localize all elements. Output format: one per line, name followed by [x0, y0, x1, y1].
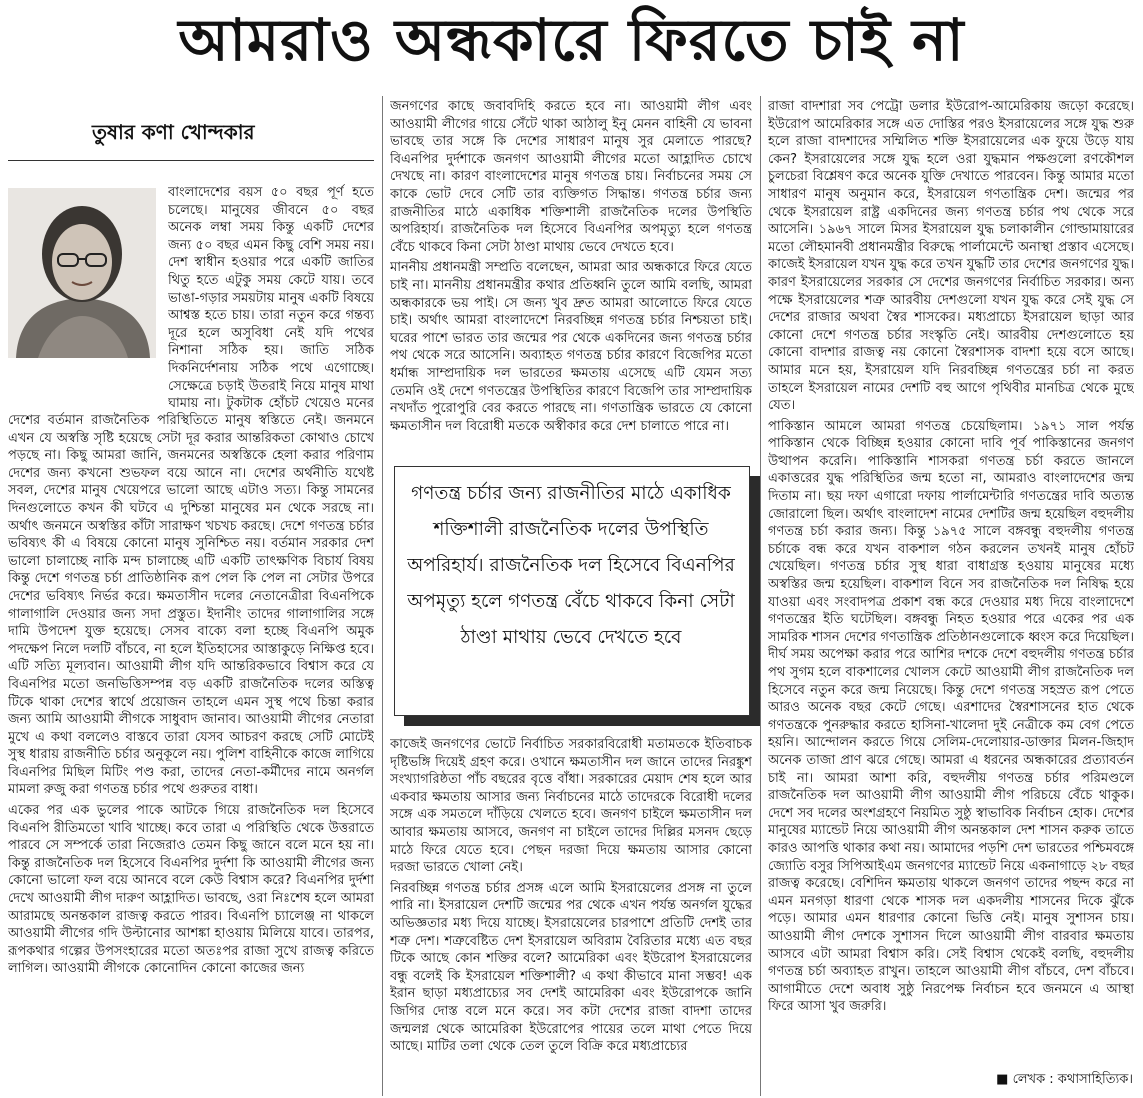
column-divider: [760, 96, 761, 1096]
headline: আমরাও অন্ধকারে ফিরতে চাই না: [178, 6, 965, 74]
article-column-2-top: [390, 98, 752, 460]
intro-paragraph: বাংলাদেশের বয়স ৫০ বছর পূর্ণ হতে চলেছে। মানুষের জীবনে ৫০ বছর অনেক লম্বা সময় কিন্তু একটি দেশের জন্য ৫০ বছর এমন কিছু বেশি সময় নয়। দেশ স্বাধীন হওয়ার পরে একটি জাতির থিতু হতে এটুকু সময় কেটে যায়। তবে ভাঙা-গড়ার সময়টায় মানুষ একটি বিষয়ে আশ্বস্ত হতে চায়। তারা নতুন করে গন্তব্য দূরে হলে অসুবিধা নেই যদি পথের নিশানা সঠিক হয়। জাতি সঠিক দিকনির্দেশনায় সঠিক পথে এগোচ্ছে। সেক্ষেত্রে চড়াই উতরাই নিয়ে মানুষ মাথা ঘামায় না। টুকটাক হোঁচট খেয়েও মনের: [168, 185, 374, 412]
article-column-1-intro: [168, 184, 374, 412]
pull-quote: গণতন্ত্র চর্চার জন্য রাজনীতির মাঠে একাধিক শক্তিশালী রাজনৈতিক দলের উপস্থিতি অপরিহার্য। রাজনৈতিক দল হিসেবে বিএনপির অপমৃত্যু হলে গণতন্ত্র বেঁচে থাকবে কিনা সেটা ঠাণ্ডা মাথায় ভেবে দেখতে হবে: [407, 483, 735, 648]
article-paragraph: দেশের বর্তমান রাজনৈতিক পরিস্থিতিতে মানুষ স্বস্তিতে নেই। জনমনে এখন যে অস্বস্তি সৃষ্টি হয়েছে সেটা দূর করার আন্তরিকতা কোথাও চোখে পড়ছে না। কিছু আমরা জানি, জনমনের অস্বস্তিকে হেলা করার পরিণাম দেশের জন্য কখনো শুভফল বয়ে আনে না। দেশের অর্থনীতি যথেষ্ট সবল, দেশের মানুষ খেয়েপরে ভালো আছে এটাও সত্য। কিন্তু সামনের দিনগুলোতে কখন কী ঘটবে এ দুশ্চিন্তা মানুষের মন থেকে সরছে না। অর্থাৎ জনমনে অস্বস্তির কাঁটা সারাক্ষণ খচখচ করছে। দেশে গণতন্ত্র চর্চার ভবিষ্যৎ কী এ বিষয়ে কোনো মানুষ সুনিশ্চিত নয়। বর্তমান সরকার দেশ ভালো চালাচ্ছে নাকি মন্দ চালাচ্ছে এটি একটি তাৎক্ষণিক বিচার্য বিষয় কিন্তু দেশে গণতন্ত্র চর্চা প্রাতিষ্ঠানিক রূপ পেল কি পেল না সেটার উপরে দেশের ভবিষ্যৎ নির্ভর করে। ক্ষমতাসীন দলের নেতানেত্রীরা বিএনপিকে গালাগালি দেওয়ার জন্য সদা প্রস্তুত। ইদানীং তাদের গালাগালির সঙ্গে দামি উপদেশ যুক্ত হয়েছে। সেসব বাক্যে বলা হচ্ছে বিএনপি অমুক পদক্ষেপ নিলে দলটি বাঁচবে, না হলে ইতিহাসের আস্তাকুড়ে নিক্ষিপ্ত হবে। এটি সত্যি মূল্যবান। আওয়ামী লীগ যদি আন্তরিকভাবে বিশ্বাস করে যে বিএনপির মতো জনভিত্তিসম্পন্ন বড় একটি রাজনৈতিক দলের অস্তিত্ব টিকে থাকা দেশের স্বার্থে প্রয়োজন তাহলে এমন সুস্থ পথে চিন্তা করার জন্য আমি আওয়ামী লীগকে সাধুবাদ জানাব। আওয়ামী লীগের নেতারা মুখে এ কথা বললেও বাস্তবে তারা যেসব আচরণ করছে সেটি মোটেই সুস্থ ধারায় রাজনীতি চর্চার অনুকূলে নয়। পুলিশ বাহিনীকে কাজে লাগিয়ে বিএনপির মিছিল মিটিং পণ্ড করা, তাদের নেতা-কর্মীদের নামে অনর্গল মামলা রুজু করা গণতন্ত্র চর্চার পথে গুরুতর বাধা।: [8, 413, 374, 798]
byline: তুষার কণা খোন্দকার: [92, 120, 255, 144]
article-column-1-body: [8, 412, 374, 1088]
article-paragraph: একের পর এক ভুলের পাকে আটকে গিয়ে রাজনৈতিক দল হিসেবে বিএনপি রীতিমতো খাবি খাচ্ছে। কবে তারা এ পরিস্থিতি থেকে উত্তরাতে পারবে সে সম্পর্কে তারা নিজেরাও তেমন কিছু জানে বলে মনে হয় না। কিন্তু রাজনৈতিক দল হিসেবে বিএনপির দুর্দশা কি আওয়ামী লীগের জন্য কোনো ভালো ফল বয়ে আনবে বলে কেউ বিশ্বাস করে? বিএনপির দুর্দশা দেখে আওয়ামী লীগ দারুণ আহ্লাদিত। ভাবছে, ওরা নিঃশেষ হলে আমরা আরামছে অনন্তকাল রাজত্ব করতে পারব। বিএনপি চ্যালেঞ্জ না থাকলে আওয়ামী লীগের গদি উল্টানোর আশঙ্কা হাওয়ায় মিলিয়ে যাবে। তারপর, রূপকথার গল্পের উপসংহারের মতো অতঃপর রাজা সুখে রাজত্ব করিতে লাগিল। আওয়ামী লীগকে কোনোদিন কোনো কাজের জন্য: [8, 803, 374, 977]
article-paragraph: মাননীয় প্রধানমন্ত্রী সম্প্রতি বলেছেন, আমরা আর অন্ধকারে ফিরে যেতে চাই না। মাননীয় প্রধানমন্ত্রীর কথার প্রতিধ্বনি তুলে আমি বলছি, আমরা অন্ধকারকে ভয় পাই। সে জন্য খুব দ্রুত আমরা আলোতে ফিরে যেতে চাই। অর্থাৎ আমরা বাংলাদেশে নিরবচ্ছিন্ন গণতন্ত্র চর্চার নিশ্চয়তা চাই। ঘরের পাশে ভারত তার জন্মের পর থেকে একদিনের জন্য গণতন্ত্র চর্চার পথ থেকে সরে আসেনি। অব্যাহত গণতন্ত্র চর্চার কারণে বিজেপির মতো ধর্মান্ধ সাম্প্রদায়িক দল ভারতের ক্ষমতায় এসেছে এটি যেমন সত্য তেমনি ওই দেশে গণতন্ত্রের উপস্থিতির কারণে বিজেপি তার সাম্প্রদায়িক নখদাঁত পুরোপুরি বের করতে পারছে না। গণতান্ত্রিক ভারতে যে কোনো ক্ষমতাসীন দল বিরোধী মতকে অস্বীকার করে দেশ চালাতে পারে না।: [390, 260, 752, 434]
article-paragraph: জনগণের কাছে জবাবদিহি করতে হবে না। আওয়ামী লীগ এবং আওয়ামী লীগের গায়ে সেঁটে থাকা আঠালু ইনু মেনন বাহিনী যে ভাবনা ভাবছে তার সঙ্গে কি দেশের সাধারণ মানুষ সুর মেলাতে পারছে? বিএনপির দুর্দশাকে জনগণ আওয়ামী লীগের মতো আহ্লাদিত চোখে দেখছে না। কারণ বাংলাদেশের মানুষ গণতন্ত্র চায়। নির্বাচনের সময় সে কাকে ভোট দেবে সেটি তার ব্যক্তিগত সিদ্ধান্ত। গণতন্ত্র চর্চার জন্য রাজনীতির মাঠে একাধিক শক্তিশালী রাজনৈতিক দলের উপস্থিতি অপরিহার্য। রাজনৈতিক দল হিসেবে বিএনপির অপমৃত্যু হলে গণতন্ত্র বেঁচে থাকবে কিনা সেটা ঠাণ্ডা মাথায় ভেবে দেখতে হবে।: [390, 99, 752, 255]
article-column-3: [768, 98, 1134, 1066]
byline-divider: [8, 160, 374, 161]
article-paragraph: নিরবচ্ছিন্ন গণতন্ত্র চর্চার প্রসঙ্গ এলে আমি ইসরায়েলের প্রসঙ্গ না তুলে পারি না। ইসরায়েল দেশটি জন্মের পর থেকে এখন পর্যন্ত অনর্গল যুদ্ধের অভিজ্ঞতার মধ্য দিয়ে যাচ্ছে। ইসরায়েলের চারপাশে প্রতিটি দেশই তার শত্রু দেশ। শত্রুবেষ্টিত দেশ ইসরায়েল অবিরাম বৈরিতার মধ্যে এত বছর টিকে আছে কোন শক্তির বলে? আমেরিকা এবং ইউরোপ ইসরায়েলের বন্ধু বলেই কি ইসরায়েল শক্তিশালী? এ কথা কীভাবে মানা সম্ভব! এক ইরান ছাড়া মধ্যপ্রাচ্যের সব দেশই আমেরিকা এবং ইউরোপকে জানি জিগির দোস্ত বলে মনে করে। সব কটা দেশের রাজা বাদশা তাদের জন্মলগ্ন থেকে আমেরিকা ইউরোপের পায়ের তলে মাথা পেতে দিয়ে আছে। মাটির তলা থেকে তেল তুলে বিক্রি করে মধ্যপ্রাচ্যের: [390, 880, 752, 1055]
article-paragraph: পাকিস্তান আমলে আমরা গণতন্ত্র চেয়েছিলাম। ১৯৭১ সাল পর্যন্ত পাকিস্তান থেকে বিচ্ছিন্ন হওয়ার কোনো দাবি পূর্ব পাকিস্তানের জনগণ উত্থাপন করেনি। পাকিস্তানি শাসকরা গণতন্ত্র চর্চা করতে জানলে একাত্তরের যুদ্ধ পরিস্থিতির জন্ম হতো না, আমরাও বাংলাদেশের জন্ম দিতাম না। ছয় দফা এগারো দফায় পার্লামেন্টারি গণতন্ত্রের দাবি অত্যন্ত জোরালো ছিল। অর্থাৎ বাংলাদেশ নামের দেশটির জন্ম হয়েছিল বহুদলীয় গণতন্ত্র চর্চা করার জন্য। কিন্তু ১৯৭৫ সালে বঙ্গবন্ধু বহুদলীয় গণতন্ত্র চর্চাকে বন্ধ করে যখন বাকশাল গঠন করলেন তখনই মানুষ হোঁচট খেয়েছিল। গণতন্ত্র চর্চার সুস্থ ধারা বাধাগ্রস্ত হওয়ায় মানুষের মধ্যে অস্বস্তির জন্ম হয়েছিল। বাকশাল বিনে সব রাজনৈতিক দল নিষিদ্ধ হয়ে যাওয়া এবং সংবাদপত্র প্রকাশ বন্ধ করে দেওয়ার মধ্য দিয়ে বাংলাদেশে গণতন্ত্রের ইতি ঘটেছিল। বঙ্গবন্ধু নিহত হওয়ার পরে একের পর এক সামরিক শাসন দেশের গণতান্ত্রিক প্রতিষ্ঠানগুলোকে ধ্বংস করে দিয়েছিল। দীর্ঘ সময় অপেক্ষা করার পরে আশির দশকে দেশে বহুদলীয় গণতন্ত্র চর্চার পথ সুগম হলে বাকশালের খোলস কেটে আওয়ামী লীগ রাজনৈতিক দল হিসেবে নতুন করে জন্ম নিয়েছে। কিন্তু দেশে গণতন্ত্র সহস্রত রূপ পেতে আরও অনেক বছর কেটে গেছে। এরশাদের স্বৈরশাসনের হাত থেকে গণতন্ত্রকে পুনরুদ্ধার করতে হাসিনা-খালেদা দুই নেত্রীকে কম বেগ পেতে হয়নি। আন্দোলন করতে গিয়ে সেলিম-দেলোয়ার-ডাক্তার মিলন-জিহাদ অনেক তাজা প্রাণ ঝরে গেছে। আমরা এ ধরনের অন্ধকারের প্রত্যাবর্তন চাই না। আমরা আশা করি, বহুদলীয় গণতন্ত্র চর্চার পরিমণ্ডলে রাজনৈতিক দল আওয়ামী লীগ আওয়ামী লীগ পরিচয়ে বেঁচে থাকুক। দেশে সব দলের অংশগ্রহণে নিয়মিত সুষ্ঠু স্বাভাবিক নির্বাচন হোক। দেশের মানুষের ম্যান্ডেট নিয়ে আওয়ামী লীগ অনন্তকাল দেশ শাসন করুক তাতে কারও আপত্তি থাকার কথা নয়। আমাদের পড়শি দেশ ভারতের পশ্চিমবঙ্গে জ্যোতি বসুর সিপিআইএম জনগণের ম্যান্ডেট নিয়ে একনাগাড়ে ২৮ বছর রাজত্ব করেছে। বেশিদিন ক্ষমতায় থাকলে জনগণ তাদের পছন্দ করে না এমন মনগড়া ধারণা থেকে শাসক দল একদলীয় শাসনের দিকে ঝুঁকে পড়ে। আমার এমন ধারণার কোনো ভিত্তি নেই। মানুষ সুশাসন চায়। আওয়ামী লীগ দেশকে সুশাসন দিলে আওয়ামী লীগ বারবার ক্ষমতায় আসবে এটা আমরা বিশ্বাস করি। সেই বিশ্বাস থেকেই বলছি, বহুদলীয় গণতন্ত্র চর্চা অব্যাহত রাখুন। তাহলে আওয়ামী লীগ বাঁচবে, দেশ বাঁচবে। আগামীতে দেশে অবাধ সুষ্ঠু নিরপেক্ষ নির্বাচন হবে জনমনে এ আস্থা ফিরে আসা খুব জরুরি।: [768, 418, 1134, 1015]
article-column-2-bottom: [390, 736, 752, 1090]
author-credit: ■ লেখক : কথাসাহিত্যিক।: [996, 1072, 1133, 1087]
article-paragraph: কাজেই জনগণের ভোটে নির্বাচিত সরকারবিরোধী মতামতকে ইতিবাচক দৃষ্টিভঙ্গি দিয়েই গ্রহণ করে। ওখানে ক্ষমতাসীন দল জানে তাদের নিরঙ্কুশ সংখ্যাগরিষ্ঠতা পাঁচ বছরের বৃত্তে বাঁধা। সরকারের মেয়াদ শেষ হলে আর একবার ক্ষমতায় আসার জন্য নির্বাচনের মাঠে তাদেরকে বিরোধী দলের সঙ্গে এক সমতলে দাঁড়িয়ে খেলতে হবে। জনগণ চাইলে ক্ষমতাসীন দল আবার ক্ষমতায় আসবে, জনগণ না চাইলে তাদের দিল্লির মসনদ ছেড়ে মাঠে ফিরে যেতে হবে। পেছন দরজা দিয়ে ক্ষমতায় আসার কোনো দরজা ভারতে খোলা নেই।: [390, 737, 752, 876]
article-paragraph: রাজা বাদশারা সব পেট্রো ডলার ইউরোপ-আমেরিকায় জড়ো করেছে। ইউরোপ আমেরিকার সঙ্গে এত দোস্তির পরও ইসরায়েলের সঙ্গে যুদ্ধ শুরু হলে রাজা বাদশাদের সম্মিলিত শক্তি ইসরায়েলের এক ফুয়ে উড়ে যায় কেন? ইসরায়েলের সঙ্গে যুদ্ধ হলে ওরা যুদ্ধমান পক্ষগুলো রণকৌশল চুলচেরা বিশ্লেষণ করে অনেক যুক্তি দেখাতে পারবেন। কিন্তু আমার মতো সাধারণ মানুষ অনুমান করে, ইসরায়েল গণতান্ত্রিক দেশ। জন্মের পর থেকে ইসরায়েল রাষ্ট্র একদিনের জন্য গণতন্ত্র চর্চার পথ থেকে সরে আসেনি। ১৯৬৭ সালে মিসর ইসরায়েল যুদ্ধ চলাকালীন গোল্ডামায়ারের মতো লৌহমানবী প্রধানমন্ত্রীর বিরুদ্ধে পার্লামেন্টে অনাস্থা প্রস্তাব এসেছে। কাজেই ইসরায়েল যখন যুদ্ধ করে তখন যুদ্ধটি তার দেশের জনগণের যুদ্ধ। কারণ ইসরায়েলের সরকার সে দেশের জনগণের নির্বাচিত সরকার। অন্য পক্ষে ইসরায়েলের শত্রু আরবীয় দেশগুলো যখন যুদ্ধ করে সেই যুদ্ধ সে দেশের রাজার অথবা স্বৈর শাসকের। মধ্যপ্রাচ্যে ইসরায়েল ছাড়া আর কোনো দেশে গণতন্ত্র চর্চার সংস্কৃতি নেই। আরবীয় দেশগুলোতে হয় কোনো বাদশার রাজত্ব নয় কোনো স্বৈরশাসক বাদশা হয়ে বসে আছে। আমার মনে হয়, ইসরায়েল যদি নিরবচ্ছিন্ন গণতন্ত্রের চর্চা না করত তাহলে ইসরায়েল নামের দেশটি বহু আগে পৃথিবীর মানচিত্র থেকে মুছে যেত।: [768, 99, 1134, 414]
column-divider: [382, 96, 383, 1096]
